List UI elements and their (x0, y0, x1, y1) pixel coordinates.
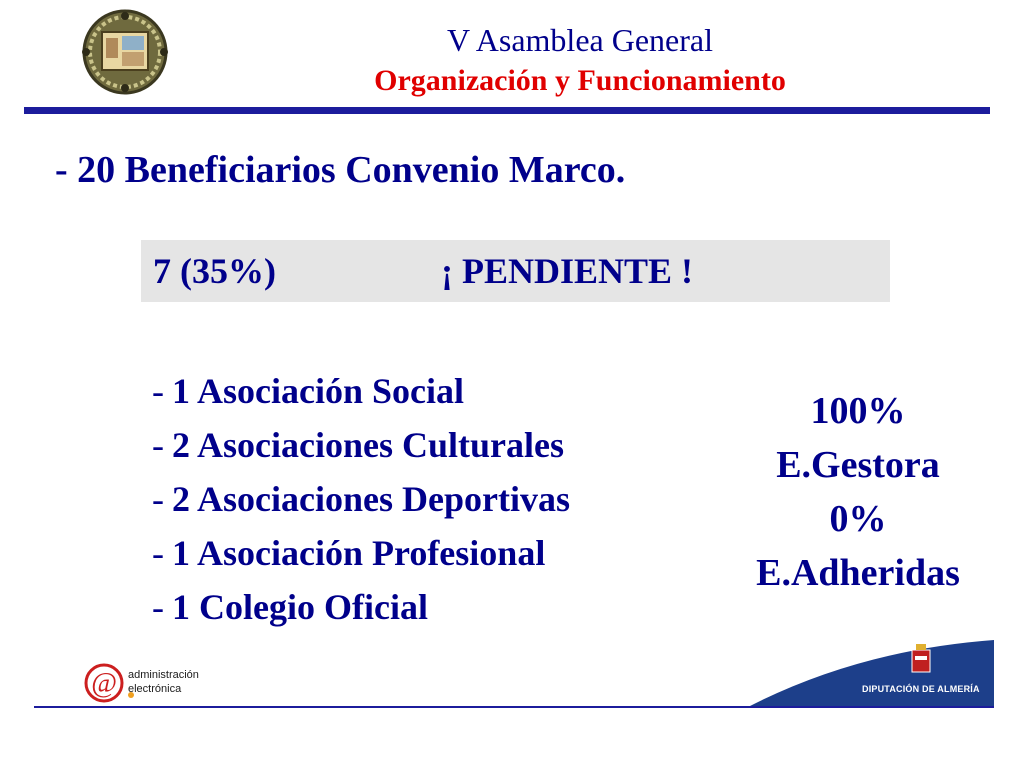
header-divider (24, 107, 990, 114)
list-dash: - (152, 479, 164, 519)
page-title: V Asamblea General (447, 22, 713, 58)
summary-percent-gestora: 100% (810, 390, 906, 432)
list-dash: - (152, 425, 164, 465)
seal-logo (80, 8, 170, 96)
list-item (152, 580, 570, 634)
list-item-text: 2 Asociaciones Deportivas (172, 479, 570, 519)
summary-label-gestora: E.Gestora (776, 444, 940, 486)
list-dash: - (152, 587, 164, 627)
list-item (152, 472, 570, 526)
status-label: ¡ PENDIENTE ! (441, 251, 694, 291)
footer-divider (34, 706, 994, 708)
list-item-text: 1 Colegio Oficial (172, 587, 428, 627)
status-box (141, 240, 890, 302)
section-heading: - 20 Beneficiarios Convenio Marco. (55, 149, 626, 191)
summary-block (718, 384, 998, 600)
list-dash: - (152, 533, 164, 573)
administracion-electronica-label (128, 668, 199, 696)
ae-line1: administración (128, 669, 199, 681)
beneficiary-list (152, 364, 570, 634)
list-item-text: 1 Asociación Profesional (172, 533, 546, 573)
summary-percent-adheridas: 0% (829, 498, 887, 540)
svg-text:@: @ (91, 668, 117, 699)
list-dash: - (152, 371, 164, 411)
list-item (152, 418, 570, 472)
status-count: 7 (35%) (153, 251, 276, 291)
page-subtitle: Organización y Funcionamiento (374, 64, 786, 97)
summary-label-adheridas: E.Adheridas (756, 552, 960, 594)
ae-line2: electrónica (128, 683, 182, 695)
list-item-text: 1 Asociación Social (172, 371, 465, 411)
footer-org-name: DIPUTACIÓN DE ALMERÍA (862, 684, 980, 694)
list-item (152, 526, 570, 580)
list-item-text: 2 Asociaciones Culturales (172, 425, 564, 465)
diputacion-shield-icon (750, 640, 994, 706)
list-item (152, 364, 570, 418)
